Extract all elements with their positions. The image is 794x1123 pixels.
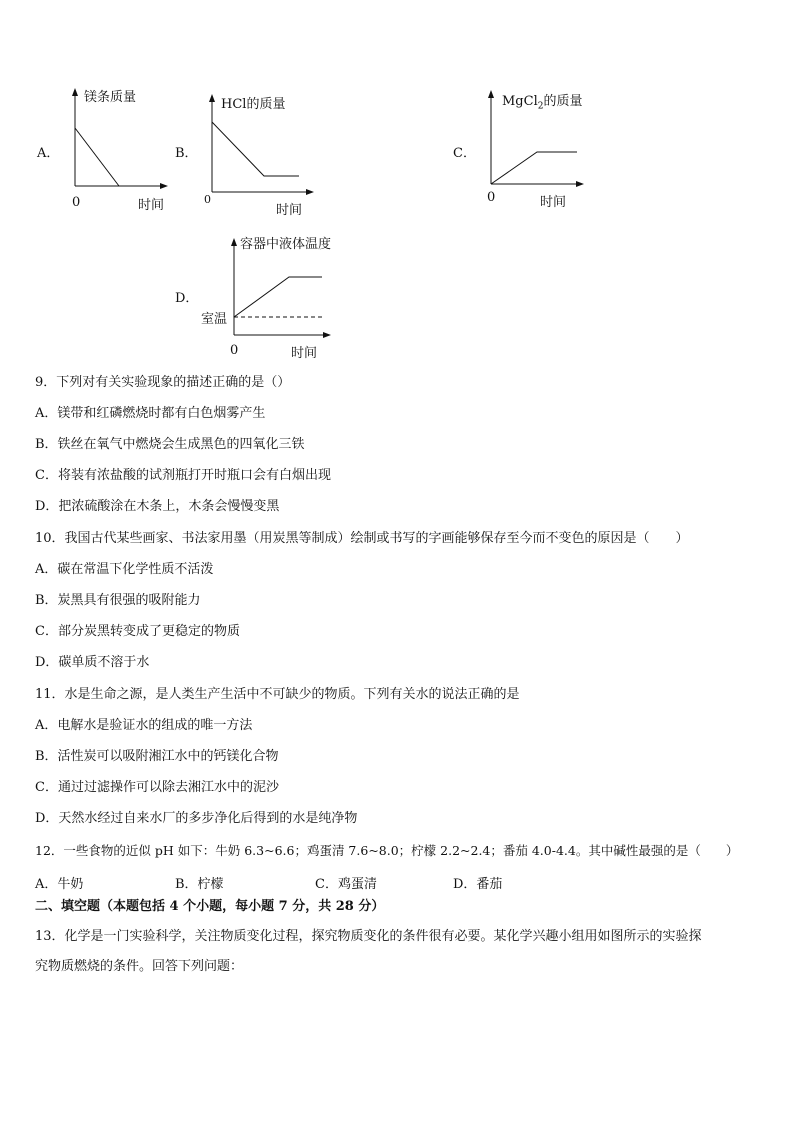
graph-c-ylabel-tail: 的质量 — [543, 94, 583, 109]
graph-d-origin: 0 — [230, 343, 239, 358]
question-12-stem: 12．一些食物的近似 pH 如下：牛奶 6.3~6.6；鸡蛋清 7.6~8.0；柠檬 2.2~2.4；番茄 4.0-4.4。其中碱性最强的是（ ） — [35, 843, 739, 858]
question-13-line-2: 究物质燃烧的条件。回答下列问题： — [35, 959, 244, 974]
graph-b-ylabel: HCl的质量 — [221, 97, 286, 112]
question-13-line-1: 13．化学是一门实验科学，关注物质变化过程，探究物质变化的条件很有必要。某化学兴趣小组用如图所示的实验探 — [35, 929, 702, 944]
question-12-option-a: A．牛奶 — [35, 877, 84, 892]
graph-d-letter: D． — [175, 291, 199, 306]
graph-b-letter: B． — [175, 146, 198, 161]
graph-a-letter: A． — [37, 146, 60, 161]
graph-d-baseline-label: 室温 — [201, 312, 228, 327]
question-11-option-b: B．活性炭可以吸附湘江水中的钙镁化合物 — [35, 749, 279, 764]
question-10-option-d: D．碳单质不溶于水 — [35, 655, 150, 670]
graph-b-origin: 0 — [204, 193, 211, 206]
graph-c-xlabel: 时间 — [540, 195, 567, 210]
graph-d-xlabel: 时间 — [291, 346, 318, 361]
graph-c-origin: 0 — [487, 190, 496, 205]
question-9-option-d: D．把浓硫酸涂在木条上，木条会慢慢变黑 — [35, 499, 280, 514]
question-12-option-c: C．鸡蛋清 — [315, 877, 377, 892]
section-2-heading: 二、填空题（本题包括 4 个小题，每小题 7 分，共 28 分） — [35, 899, 385, 914]
graph-a-xlabel: 时间 — [138, 198, 165, 213]
graph-b-xlabel: 时间 — [276, 203, 303, 218]
question-9-option-a: A．镁带和红磷燃烧时都有白色烟雾产生 — [35, 406, 266, 421]
question-12-option-d: D．番茄 — [453, 877, 503, 892]
graph-c-ylabel-sub: 2 — [537, 101, 544, 112]
question-10-stem: 10．我国古代某些画家、书法家用墨（用炭黑等制成）绘制或书写的字画能够保存至今而不变色的原因是（ ） — [35, 531, 689, 546]
graph-c-ylabel-main: MgCl — [502, 94, 538, 109]
question-10-option-a: A．碳在常温下化学性质不活泼 — [35, 562, 214, 577]
question-11-option-c: C．通过过滤操作可以除去湘江水中的泥沙 — [35, 780, 279, 795]
question-11-stem: 11．水是生命之源，是人类生产生活中不可缺少的物质。下列有关水的说法正确的是 — [35, 687, 520, 702]
question-9-option-b: B．铁丝在氧气中燃烧会生成黑色的四氧化三铁 — [35, 437, 305, 452]
question-10-option-b: B．炭黑具有很强的吸附能力 — [35, 593, 201, 608]
graph-d-y-arrow — [231, 238, 237, 246]
graph-d-x-arrow — [323, 332, 331, 338]
graph-d-ylabel: 容器中液体温度 — [240, 237, 332, 252]
graph-c-letter: C． — [453, 146, 476, 161]
question-12-option-b: B．柠檬 — [175, 877, 224, 892]
question-9-stem: 9．下列对有关实验现象的描述正确的是（） — [35, 375, 291, 390]
question-11-option-d: D．天然水经过自来水厂的多步净化后得到的水是纯净物 — [35, 811, 358, 826]
graph-a-ylabel: 镁条质量 — [84, 90, 137, 105]
graph-a-origin: 0 — [72, 195, 81, 210]
graph-d-curve — [234, 277, 322, 317]
question-10-option-c: C．部分炭黑转变成了更稳定的物质 — [35, 624, 240, 639]
question-11-option-a: A．电解水是验证水的组成的唯一方法 — [35, 718, 253, 733]
question-9-option-c: C．将装有浓盐酸的试剂瓶打开时瓶口会有白烟出现 — [35, 468, 331, 483]
